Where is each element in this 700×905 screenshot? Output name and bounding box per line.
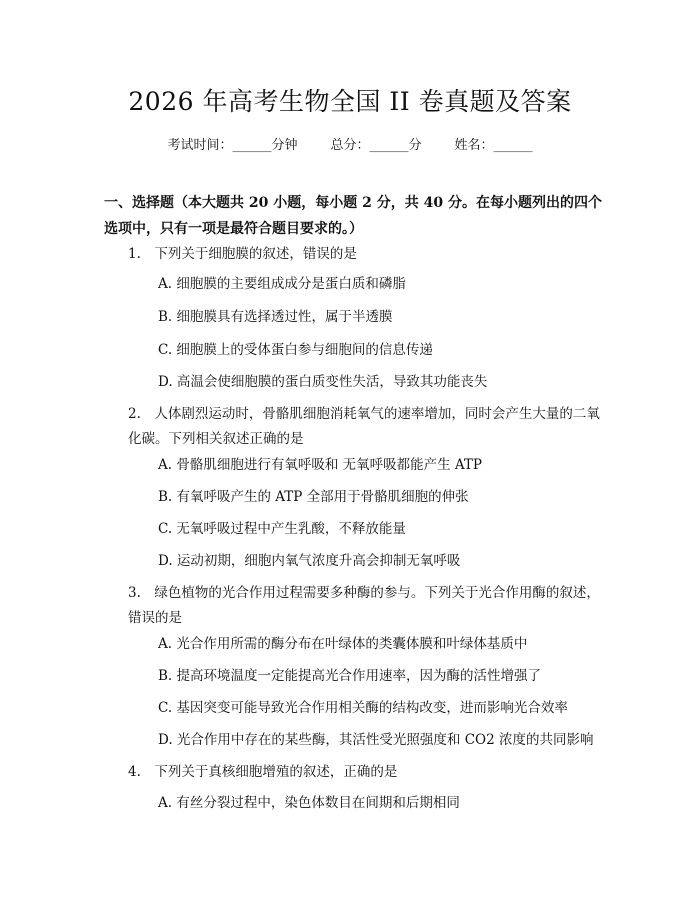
question-1-option-a: A. 细胞膜的主要组成成分是蛋白质和磷脂 — [158, 276, 406, 292]
question-2-option-d: D. 运动初期，细胞内氧气浓度升高会抑制无氧呼吸 — [158, 553, 461, 569]
question-2-option-b: B. 有氧呼吸产生的 ATP 全部用于骨骼肌细胞的伸张 — [158, 489, 469, 505]
question-4-stem: 4. 下列关于真核细胞增殖的叙述，正确的是 — [128, 764, 398, 780]
question-2-option-a: A. 骨骼肌细胞进行有氧呼吸和 无氧呼吸都能产生 ATP — [158, 457, 483, 473]
question-stem — [104, 402, 600, 452]
question-3-option-a: A. 光合作用所需的酶分布在叶绿体的类囊体膜和叶绿体基质中 — [158, 636, 528, 652]
question-2-stem: 2. 人体剧烈运动时，骨骼肌细胞消耗氧气的速率增加，同时会产生大量的二氧化碳。下列相关叙述正确的是 — [128, 406, 600, 447]
question-stem — [104, 581, 600, 631]
total-score-field: 总分：______分 — [330, 138, 422, 153]
question-3-option-c: C. 基因突变可能导致光合作用相关酶的结构改变，进而影响光合效率 — [158, 700, 568, 716]
question-1-option-c: C. 细胞膜上的受体蛋白参与细胞间的信息传递 — [158, 342, 433, 358]
question-stem — [104, 242, 600, 267]
exam-title: 2026 年高考生物全国 II 卷真题及答案 — [128, 87, 572, 116]
question-stem — [104, 760, 600, 785]
question-3-option-d: D. 光合作用中存在的某些酶，其活性受光照强度和 CO2 浓度的共同影响 — [158, 732, 594, 748]
question-4-option-a: A. 有丝分裂过程中，染色体数目在间期和后期相同 — [158, 795, 460, 811]
exam-meta — [0, 134, 700, 153]
question-3-stem: 3. 绿色植物的光合作用过程需要多种酶的参与。下列关于光合作用酶的叙述，错误的是 — [128, 585, 600, 626]
section-heading: 一、选择题（本大题共 20 小题，每小题 2 分，共 40 分。在每小题列出的四个选项中，只有一项是最符合题目要求的。） — [104, 195, 602, 237]
question-1-option-d: D. 高温会使细胞膜的蛋白质变性失活，导致其功能丧失 — [158, 374, 488, 390]
student-name-field: 姓名：______ — [454, 138, 533, 153]
question-1-option-b: B. 细胞膜具有选择透过性，属于半透膜 — [158, 309, 393, 325]
exam-time-field: 考试时间：______分钟 — [167, 138, 298, 153]
question-2-option-c: C. 无氧呼吸过程中产生乳酸，不释放能量 — [158, 521, 406, 537]
question-3-option-b: B. 提高环境温度一定能提高光合作用速率，因为酶的活性增强了 — [158, 668, 542, 684]
question-1-stem: 1. 下列关于细胞膜的叙述，错误的是 — [128, 246, 357, 262]
